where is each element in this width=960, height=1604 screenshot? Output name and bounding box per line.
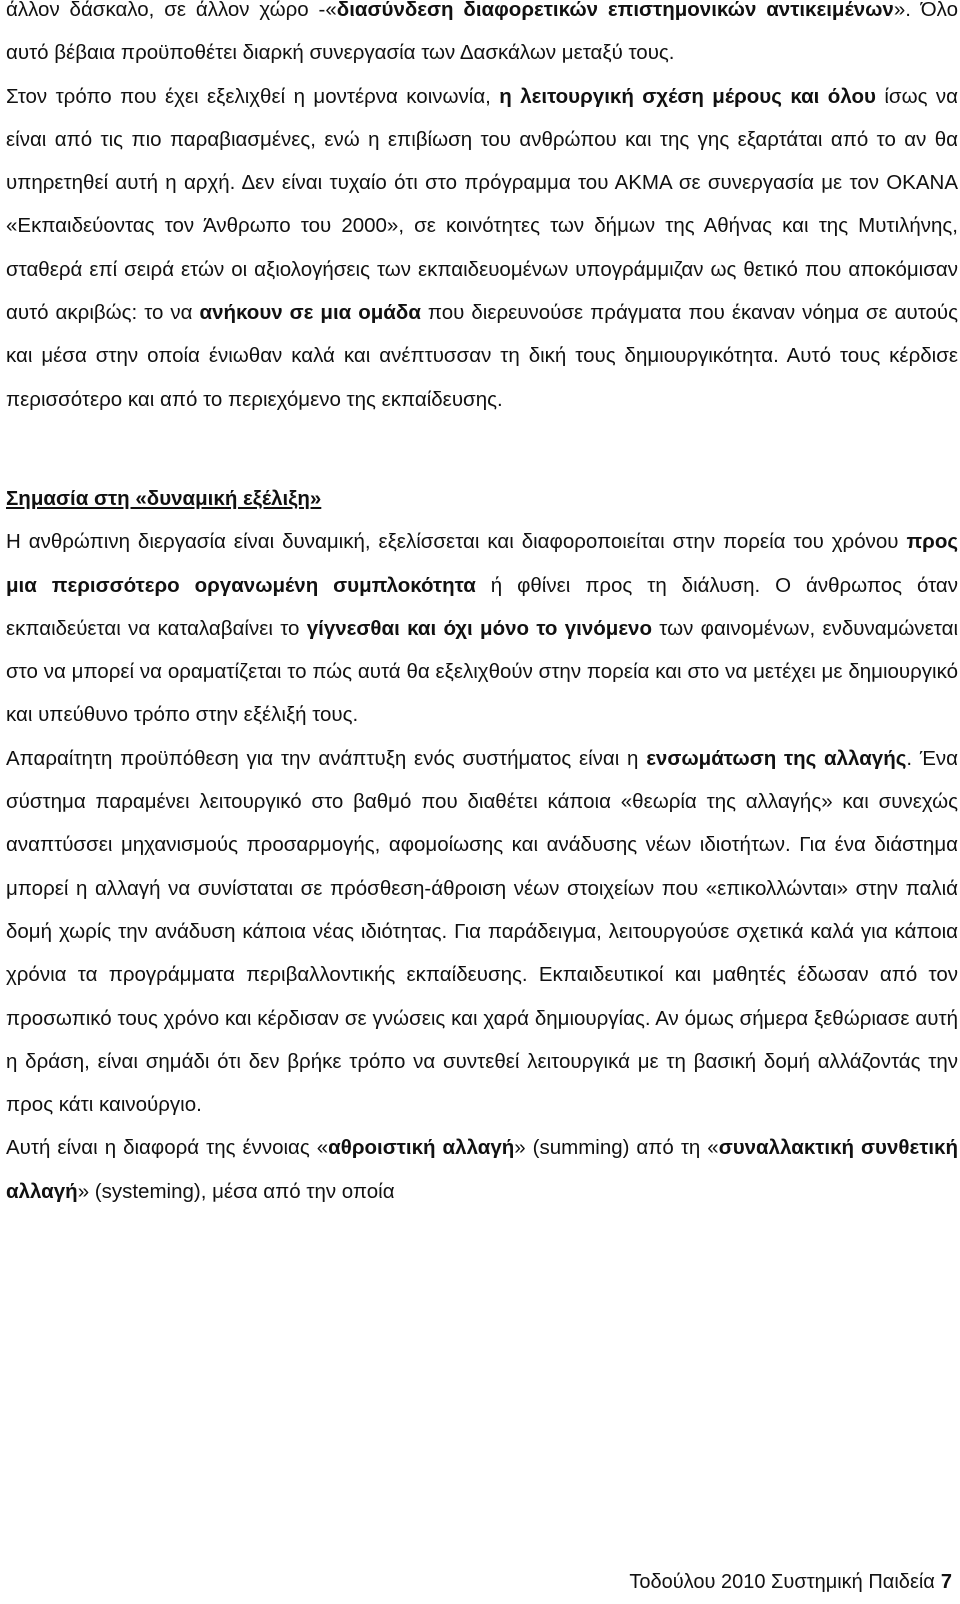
- page-footer: [0, 1568, 952, 1596]
- paragraph-change: [6, 737, 958, 1127]
- section-heading-wrapper: [6, 421, 958, 520]
- text-run: Απαραίτητη προϋπόθεση για την ανάπτυξη ενός συστήματος είναι η: [6, 746, 647, 770]
- footer-text: Τοδούλου 2010 Συστημική Παιδεία: [629, 1571, 935, 1593]
- paragraph-dynamic-process: [6, 520, 958, 736]
- text-run: Αυτή είναι η διαφορά της έννοιας «: [6, 1136, 329, 1160]
- bold-run: συναλλακτική συνθετική αλλαγή: [6, 1136, 958, 1203]
- text-run: » (summing) από τη «: [514, 1136, 719, 1160]
- paragraph-summing-systeming: [6, 1126, 958, 1213]
- bold-run: γίγνεσθαι και όχι μόνο το γινόμενο: [306, 616, 652, 640]
- text-run: » (systeming), μέσα από την οποία: [77, 1179, 395, 1203]
- paragraph-part-whole: [6, 75, 958, 421]
- bold-run: ενσωμάτωση της αλλαγής: [646, 746, 907, 770]
- bold-run: προς μια περισσότερο οργανωμένη συμπλοκότητα: [6, 530, 958, 597]
- text-run: των φαινομένων, ενδυναμώνεται στο να μπορεί να οραματίζεται το πώς αυτά θα εξελιχθούν στην πορεία και στο να μετέχει με δημιουργικό και υπεύθυνο τρόπο στην εξέλιξή τους.: [6, 616, 959, 727]
- text-run: ίσως να είναι από τις πιο παραβιασμένες, ενώ η επιβίωση του ανθρώπου και της γης εξαρτάται από το αν θα υπηρετηθεί αυτή η αρχή. Δεν είναι τυχαίο ότι στο πρόγραμμα του ΑΚΜΑ σε συνεργασία με τον ΟΚΑΝΑ «Εκπαιδεύοντας τον Άνθρωπο του 2000», σε κοινότητες των δήμων της Αθήνας και της Μυτιλήνης, σταθερά επί σειρά ετών οι αξιολογήσεις των εκπαιδευομένων υπογράμμιζαν ως θετικό που αποκόμισαν αυτό ακριβώς: το να: [6, 84, 958, 325]
- section-heading: Σημασία στη «δυναμική εξέλιξη»: [6, 486, 322, 510]
- text-run: ». Όλο αυτό βέβαια προϋποθέτει διαρκή συνεργασία των Δασκάλων μεταξύ τους.: [6, 0, 958, 65]
- text-run: Στον τρόπο που έχει εξελιχθεί η μοντέρνα κοινωνία,: [6, 84, 500, 108]
- page-number: 7: [940, 1571, 952, 1593]
- bold-run: ανήκουν σε μια ομάδα: [199, 301, 421, 325]
- paragraph-continuation: [6, 0, 958, 75]
- text-run: Η ανθρώπινη διεργασία είναι δυναμική, εξελίσσεται και διαφοροποιείται στην πορεία του χρόνου: [6, 530, 907, 554]
- bold-run: αθροιστική αλλαγή: [328, 1136, 515, 1160]
- text-run: ή φθίνει προς τη διάλυση. Ο άνθρωπος όταν εκπαιδεύεται να καταλαβαίνει το: [6, 573, 958, 640]
- bold-run: διασύνδεση διαφορετικών επιστημονικών αντικειμένων: [336, 0, 894, 21]
- bold-run: η λειτουργική σχέση μέρους και όλου: [499, 84, 876, 108]
- text-run: άλλον δάσκαλο, σε άλλον χώρο -«: [6, 0, 337, 21]
- text-run: . Ένα σύστημα παραμένει λειτουργικό στο βαθμό που διαθέτει κάποια «θεωρία της αλλαγής» και συνεχώς αναπτύσσει μηχανισμούς προσαρμογής, αφομοίωσης και ανάδυσης νέων ιδιοτήτων. Για ένα διάστημα μπορεί η αλλαγή να συνίσταται σε πρόσθεση-άθροιση νέων στοιχείων που «επικολλώνται» στην παλιά δομή χωρίς την ανάδυση κάποια νέας ιδιότητας. Για παράδειγμα, λειτουργούσε σχετικά καλά για κάποια χρόνια τα προγράμματα περιβαλλοντικής εκπαίδευσης. Εκπαιδευτικοί και μαθητές έδωσαν από τον προσωπικό τους χρόνο και κέρδισαν σε γνώσεις και χαρά δημιουργίας. Αν όμως σήμερα ξεθώριασε αυτή η δράση, είναι σημάδι ότι δεν βρήκε τρόπο να συντεθεί λειτουργικά με τη βασική δομή αλλάζοντάς την προς κάτι καινούργιο.: [6, 746, 958, 1117]
- text-run: που διερευνούσε πράγματα που έκαναν νόημα σε αυτούς και μέσα στην οποία ένιωθαν καλά και ανέπτυσσαν τη δική τους δημιουργικότητα. Αυτό τους κέρδισε περισσότερο και από το περιεχόμενο της εκπαίδευσης.: [6, 301, 958, 411]
